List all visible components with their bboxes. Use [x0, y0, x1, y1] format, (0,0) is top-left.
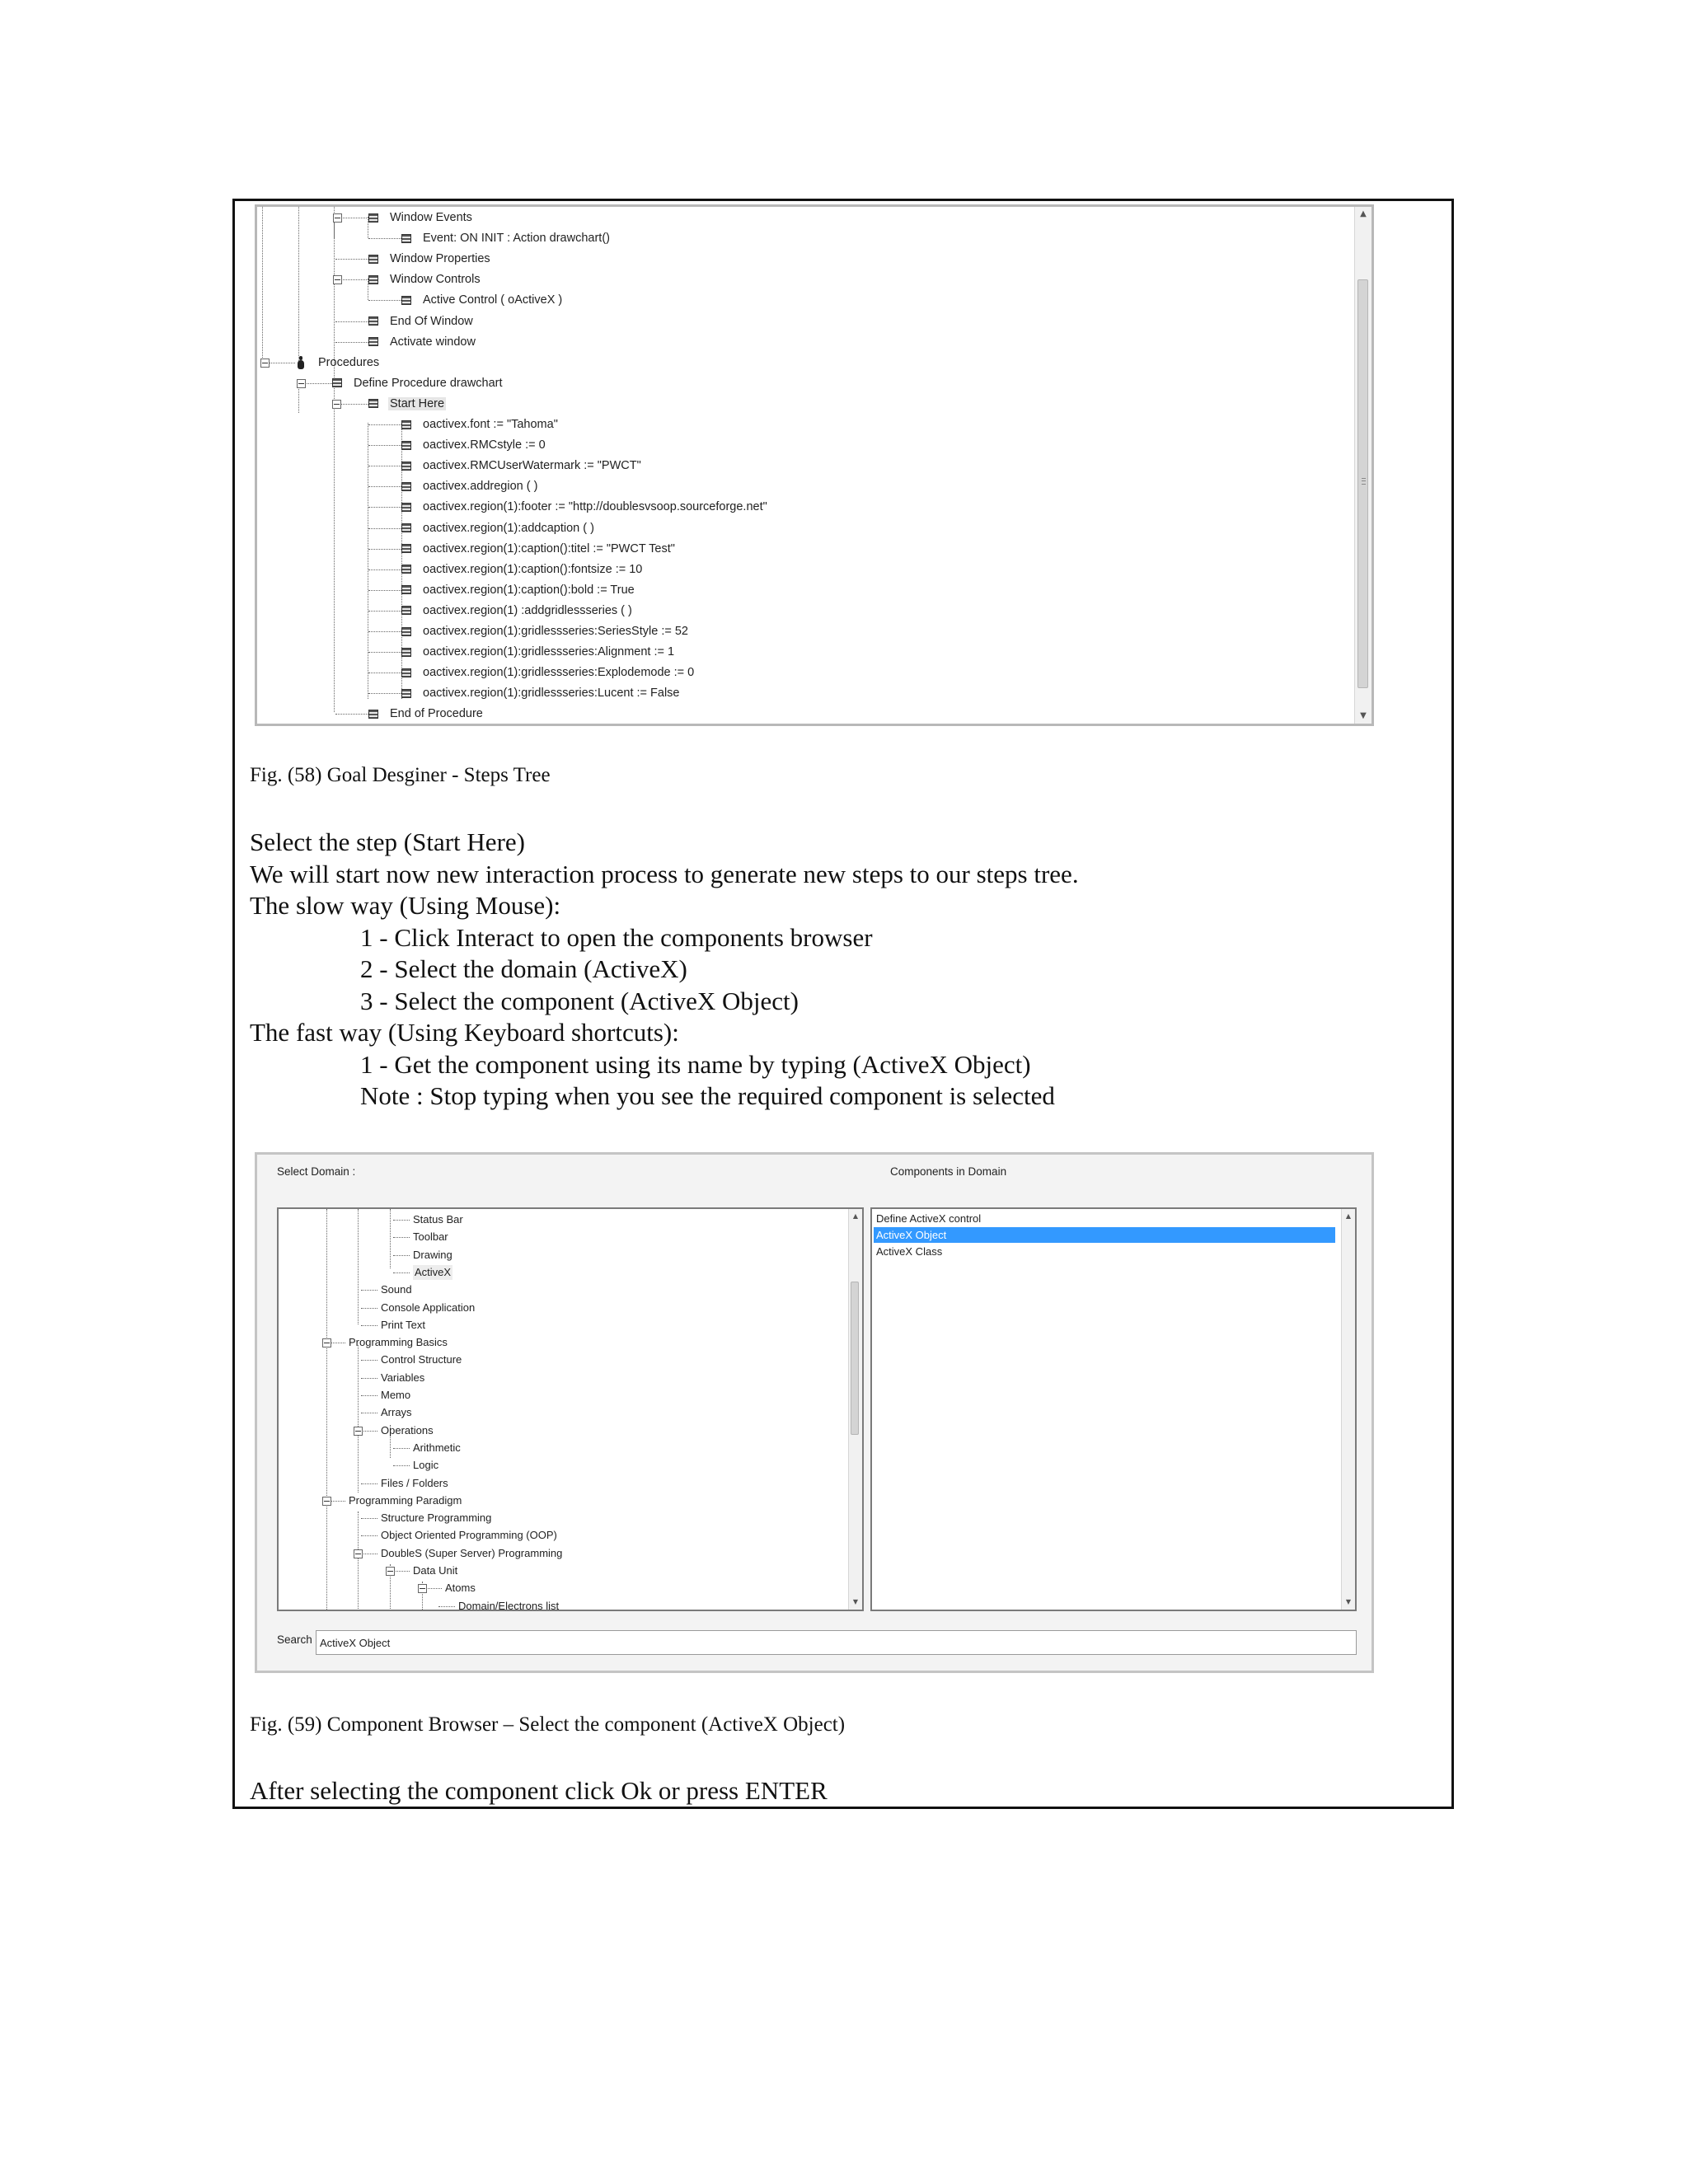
step-icon [401, 668, 411, 677]
step-node[interactable] [368, 209, 474, 227]
tree-connector [361, 1395, 377, 1396]
component-item[interactable]: ActiveX Object [874, 1227, 1335, 1243]
domain-node[interactable]: Memo [381, 1389, 411, 1401]
step-icon [401, 648, 411, 657]
step-label: oactivex.region(1):caption():bold := True [423, 583, 635, 597]
step-icon [401, 523, 411, 532]
domain-node[interactable]: Print Text [381, 1318, 425, 1331]
tree-connector [368, 300, 401, 301]
step-node[interactable] [368, 270, 482, 288]
scroll-down-arrow-icon[interactable]: ▼ [852, 1598, 859, 1605]
tree-guide-line [358, 1209, 359, 1324]
step-node[interactable] [401, 498, 769, 516]
domain-node[interactable]: Programming Basics [349, 1336, 448, 1349]
scroll-thumb[interactable] [851, 1282, 859, 1435]
closing-instruction: After selecting the component click Ok or press ENTER [250, 1776, 828, 1805]
step-label: oactivex.region(1):gridlessseries:Explodemode := 0 [423, 666, 695, 680]
step-node[interactable] [401, 477, 539, 495]
tree-connector [368, 424, 401, 425]
step-node[interactable] [401, 643, 676, 661]
domain-node[interactable]: Status Bar [413, 1213, 463, 1226]
step-icon [368, 255, 378, 264]
step-label: oactivex.region(1):caption():titel := "PWCT Test" [423, 541, 675, 555]
domain-node[interactable]: Drawing [413, 1248, 452, 1261]
instruction-step: 3 - Select the component (ActiveX Object) [360, 987, 799, 1015]
steps-tree-screenshot [255, 204, 1374, 726]
tree-connector [368, 549, 401, 550]
instruction-line: We will start now new interaction process to generate new steps to our steps tree. [250, 860, 1079, 888]
step-node[interactable] [368, 312, 475, 330]
domain-node[interactable]: Files / Folders [381, 1476, 448, 1489]
step-icon [401, 503, 411, 512]
steps-tree-scrollbar[interactable] [1354, 207, 1372, 724]
step-node[interactable] [401, 229, 612, 247]
tree-connector [368, 486, 401, 487]
domain-node[interactable]: Sound [381, 1283, 412, 1296]
step-icon [401, 482, 411, 491]
step-label: Window Events [390, 211, 472, 224]
step-label: oactivex.region(1):gridlessseries:Lucent := False [423, 687, 680, 701]
step-label: Activate window [390, 335, 476, 349]
instruction-line: The slow way (Using Mouse): [250, 891, 561, 920]
step-label: Define Procedure drawchart [354, 376, 503, 390]
collapse-icon[interactable] [322, 1497, 331, 1506]
step-node[interactable] [401, 436, 547, 454]
step-label: Event: ON INIT : Action drawchart() [423, 232, 610, 246]
step-icon [368, 710, 378, 719]
collapse-icon[interactable] [333, 275, 342, 284]
domain-node[interactable]: Operations [381, 1423, 434, 1436]
step-icon [368, 337, 378, 346]
step-icon [401, 296, 411, 305]
step-label: End Of Window [390, 314, 473, 328]
tree-connector [361, 1483, 377, 1484]
step-icon [401, 585, 411, 594]
figure-59-caption: Fig. (59) Component Browser – Select the component (ActiveX Object) [250, 1713, 846, 1736]
component-item[interactable]: Define ActiveX control [876, 1212, 982, 1225]
step-label: oactivex.addregion ( ) [423, 480, 538, 494]
tree-connector [393, 1571, 410, 1572]
domain-node[interactable]: Variables [381, 1371, 425, 1384]
instruction-step: 2 - Select the domain (ActiveX) [360, 954, 687, 983]
tree-connector [393, 1465, 410, 1466]
scroll-thumb[interactable] [1357, 279, 1368, 688]
instruction-line: Select the step (Start Here) [250, 827, 525, 856]
procedures-icon [297, 356, 305, 369]
step-node[interactable] [401, 663, 696, 682]
step-label: oactivex.region(1):footer := "http://doublesvsoop.sourceforge.net" [423, 500, 767, 514]
tree-connector [393, 1255, 410, 1256]
tree-connector [368, 631, 401, 632]
scroll-up-arrow-icon[interactable]: ▲ [1345, 1212, 1352, 1220]
tree-connector [425, 1588, 442, 1589]
scroll-down-arrow-icon[interactable]: ▼ [1360, 711, 1367, 720]
step-label: oactivex.region(1):gridlessseries:SeriesStyle := 52 [423, 625, 688, 638]
step-icon [401, 544, 411, 553]
tree-connector [361, 1535, 377, 1536]
scroll-down-arrow-icon[interactable]: ▼ [1345, 1598, 1352, 1605]
step-icon [368, 316, 378, 326]
tree-connector [335, 259, 368, 260]
domain-node[interactable]: Programming Paradigm [349, 1493, 462, 1507]
instruction-line: The fast way (Using Keyboard shortcuts): [250, 1018, 679, 1047]
tree-connector [361, 1378, 377, 1379]
step-node[interactable] [368, 250, 492, 268]
step-node[interactable] [332, 374, 504, 392]
domain-node[interactable]: Logic [413, 1459, 439, 1472]
step-node[interactable] [401, 622, 690, 640]
tree-guide-line [298, 207, 299, 361]
domain-node[interactable]: Domain/Electrons list [458, 1599, 560, 1611]
tree-connector [368, 590, 401, 591]
domain-node[interactable]: Arithmetic [413, 1441, 461, 1454]
domain-node[interactable]: Control Structure [381, 1353, 462, 1366]
step-label: oactivex.font := "Tahoma" [423, 418, 558, 431]
step-node[interactable] [368, 333, 477, 351]
tree-connector [393, 1448, 410, 1449]
tree-connector [361, 1431, 377, 1432]
step-icon [401, 689, 411, 698]
domain-node[interactable]: ActiveX [415, 1265, 452, 1278]
tree-connector [368, 569, 401, 570]
step-label: Procedures [318, 355, 380, 369]
tree-connector [368, 507, 401, 508]
step-node[interactable] [401, 540, 677, 558]
step-node[interactable] [295, 354, 381, 372]
step-node[interactable] [401, 519, 596, 537]
step-label: oactivex.RMCUserWatermark := "PWCT" [423, 459, 641, 473]
tree-connector [361, 1518, 377, 1519]
step-node[interactable] [401, 581, 636, 599]
tree-connector [335, 714, 368, 715]
domain-tree-scrollbar[interactable] [848, 1209, 862, 1610]
step-label: oactivex.region(1):caption():fontsize := 10 [423, 562, 643, 576]
tree-connector [368, 445, 401, 446]
collapse-icon[interactable] [354, 1427, 363, 1436]
search-label: Search [277, 1633, 312, 1646]
instruction-note: Note : Stop typing when you see the required component is selected [360, 1081, 1055, 1110]
figure-58-caption: Fig. (58) Goal Desginer - Steps Tree [250, 764, 551, 786]
tree-guide-line [358, 1345, 359, 1493]
step-label: Start Here [390, 396, 445, 410]
domain-node[interactable]: Object Oriented Programming (OOP) [381, 1529, 557, 1542]
tree-guide-line [326, 1209, 327, 1611]
collapse-icon[interactable] [297, 379, 306, 388]
step-label: Window Controls [390, 273, 481, 287]
step-label: Active Control ( oActiveX ) [423, 293, 563, 307]
step-icon [368, 275, 378, 284]
tree-connector [361, 1360, 377, 1361]
components-in-domain-label: Components in Domain [890, 1165, 1007, 1178]
step-icon [401, 234, 411, 243]
domain-node[interactable]: Data Unit [413, 1564, 458, 1577]
tree-connector [361, 1325, 377, 1326]
components-list-scrollbar[interactable] [1341, 1209, 1355, 1610]
tree-connector [329, 1501, 345, 1502]
tree-connector [393, 1220, 410, 1221]
domain-node[interactable]: Atoms [445, 1582, 476, 1595]
tree-connector [368, 528, 401, 529]
collapse-icon[interactable] [386, 1567, 395, 1576]
step-node[interactable] [401, 560, 644, 579]
domain-node[interactable]: Structure Programming [381, 1511, 492, 1525]
collapse-icon[interactable] [333, 213, 342, 223]
domain-node[interactable]: Arrays [381, 1406, 412, 1419]
step-label: End of Procedure [390, 707, 483, 721]
step-icon [368, 399, 378, 408]
search-input[interactable] [316, 1630, 1357, 1655]
step-label: oactivex.region(1) :addgridlessseries ( ) [423, 603, 632, 617]
tree-connector [438, 1606, 455, 1607]
domain-tree[interactable] [277, 1207, 864, 1611]
collapse-icon[interactable] [260, 359, 270, 368]
tree-guide-line [358, 1511, 359, 1610]
step-icon [368, 213, 378, 223]
tree-connector [335, 342, 368, 343]
instruction-step: 1 - Click Interact to open the components browser [360, 923, 873, 952]
tree-connector [361, 1308, 377, 1309]
steps-tree[interactable] [257, 207, 1353, 724]
tree-connector [393, 1237, 410, 1238]
tree-connector [368, 652, 401, 653]
step-icon [401, 606, 411, 615]
step-icon [401, 462, 411, 471]
tree-connector [335, 321, 368, 322]
collapse-icon[interactable] [354, 1549, 363, 1558]
step-node[interactable] [401, 415, 560, 434]
step-node[interactable] [368, 705, 485, 723]
step-node[interactable] [368, 395, 446, 413]
step-label: Window Properties [390, 252, 490, 266]
tree-connector [361, 1290, 377, 1291]
domain-node[interactable]: Console Application [381, 1301, 476, 1314]
tree-connector [368, 611, 401, 612]
tree-guide-line [390, 1209, 391, 1268]
collapse-icon[interactable] [418, 1584, 427, 1593]
step-icon [401, 565, 411, 574]
domain-node[interactable]: Toolbar [413, 1230, 448, 1244]
select-domain-label: Select Domain : [277, 1165, 356, 1178]
tree-guide-line [262, 207, 263, 361]
document-frame [232, 199, 1454, 1809]
collapse-icon[interactable] [332, 400, 341, 409]
tree-connector [393, 1272, 410, 1273]
scroll-up-arrow-icon[interactable]: ▲ [852, 1212, 859, 1220]
step-label: oactivex.RMCstyle := 0 [423, 438, 546, 452]
components-list[interactable] [870, 1207, 1357, 1611]
component-browser-screenshot [255, 1152, 1374, 1673]
scroll-up-arrow-icon[interactable]: ▲ [1360, 209, 1367, 218]
step-icon [401, 420, 411, 429]
step-node[interactable] [401, 684, 682, 702]
domain-node[interactable]: DoubleS (Super Server) Programming [381, 1546, 563, 1559]
step-node[interactable] [401, 602, 634, 620]
step-icon [401, 441, 411, 450]
component-item[interactable]: ActiveX Class [876, 1245, 943, 1258]
step-icon [332, 378, 342, 387]
step-node[interactable] [401, 291, 564, 309]
step-node[interactable] [401, 457, 643, 475]
step-label: oactivex.region(1):addcaption ( ) [423, 521, 594, 535]
collapse-icon[interactable] [322, 1338, 331, 1347]
instruction-step: 1 - Get the component using its name by typing (ActiveX Object) [360, 1050, 1031, 1079]
tree-connector [368, 693, 401, 694]
step-label: oactivex.region(1):gridlessseries:Alignment := 1 [423, 645, 675, 659]
tree-connector [368, 238, 401, 239]
step-icon [401, 627, 411, 636]
